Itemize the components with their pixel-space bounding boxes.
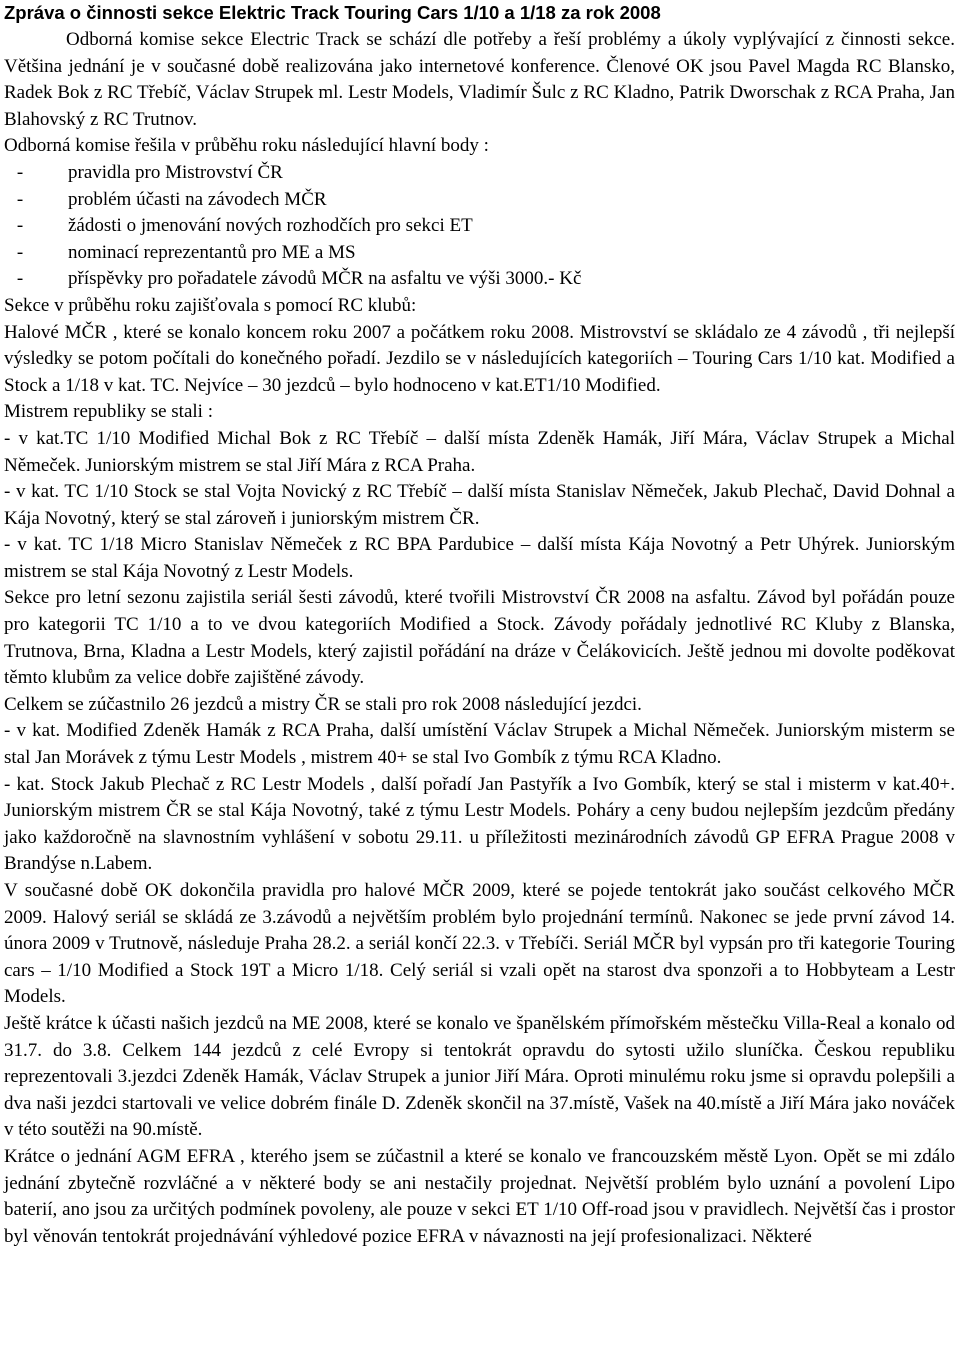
list-item [4,213,955,240]
paragraph-indoor-championship: Halové MČR , které se konalo koncem roku 2007 a počátkem roku 2008. Mistrovství se skládalo ze 4 závodů , tři nejlepší výsledky se potom počítali do konečného pořadí. Jezdilo se v následujících kategoriích – Touring Cars 1/10 kat. Modified a Stock a 1/18 v kat. TC. Nejvíce – 30 jezdců – bylo hodnoceno v kat.ET1/10 Modified. [4,321,955,396]
list-dash: - [16,215,24,237]
intro-paragraph: Odborná komise sekce Electric Track se schází dle potřeby a řeší problémy a úkoly vyplývající z činnosti sekce. Většina jednání je v současné době realizována jako internetové konference. Členové OK jsou Pavel Magda RC Blansko, Radek Bok z RC Třebíč, Václav Strupek ml. Lestr Models, Vladimír Šulc z RC Kladno, Patrik Dworschak z RCA Praha, Jan Blahovský z RC Trutnov. [4,29,955,130]
list-dash: - [16,241,24,263]
document-title: Zpráva o činnosti sekce Elektric Track Touring Cars 1/10 a 1/18 za rok 2008 [4,2,661,23]
list-item-text: pravidla pro Mistrovství ČR [68,161,283,183]
list-item-text: problém účasti na závodech MČR [68,188,327,210]
list-item [4,240,955,267]
paragraph-tc-micro: - v kat. TC 1/18 Micro Stanislav Němeček z RC BPA Pardubice – další místa Kája Novotný a Petr Uhýrek. Juniorským mistrem se stal Kája Novotný z Lestr Models. [4,534,955,582]
paragraph-stock-results: - kat. Stock Jakub Plechač z RC Lestr Models , další pořadí Jan Pastyřík a Ivo Gombík, který se stal i misterm v kat.40+. Juniorským mistrem ČR se stal Kája Novotný, také z týmu Lestr Models. Poháry a ceny budou nejlepším jezdcům předány jako každoročně na slavnostním vyhlášení v sobotu 29.11. u příležitosti mezinárodních závodů GP EFRA Prague 2008 v Brandýse n.Labem. [4,773,955,875]
list-item [4,187,955,214]
list-item [4,160,955,187]
paragraph-participants: Celkem se zúčastnilo 26 jezdců a mistry ČR se stali pro rok 2008 následující jezdci. [4,693,642,715]
paragraph-tc-stock: - v kat. TC 1/10 Stock se stal Vojta Novický z RC Třebíč – další místa Stanislav Němeček, Jakub Plechač, David Dohnal a Kája Novotný, který se stal zároveň i juniorským mistrem ČR. [4,481,955,529]
list-dash: - [16,161,24,183]
points-list [4,160,955,293]
paragraph-agm-efra: Krátce o jednání AGM EFRA , kterého jsem se zúčastnil a které se konalo ve francouzském městě Lyon. Opět se mi zdálo jednání zbytečně rozvláčné a v některé body se ani nestačily projednat. Největší problém bylo uznání a povolení Lipo baterií, ano jsou za určitých podmínek povoleny, ale pouze v sekci ET 1/10 Off-road jsou v pravidlech. Největší čas i prostor byl věnován tentokrát projednávání výhledové pozice EFRA v návaznosti na její profesionalizaci. Některé [4,1145,955,1247]
list-item [4,266,955,293]
list-dash: - [16,188,24,210]
paragraph-champions-heading: Mistrem republiky se stali : [4,401,213,423]
paragraph-summer-season: Sekce pro letní sezonu zajistila seriál šesti závodů, které tvořili Mistrovství ČR 2008 na asfaltu. Závod byl pořádán pouze pro kategorii TC 1/10 a to ve dvou kategoriích Modified a Stock. Závody pořádaly jednotlivé RC Kluby z Blanska, Trutnova, Brna, Kladna a Lestr Models, který zajistil pořádání na dráze v Čelákovicích. Ještě jednou mi dovolte poděkovat těmto klubům za velice dobře zajištěné závody. [4,587,955,689]
paragraph-clubs: Sekce v průběhu roku zajišťovala s pomocí RC klubů: [4,294,417,316]
paragraph-modified-results: - v kat. Modified Zdeněk Hamák z RCA Praha, další umístění Václav Strupek a Michal Němeček. Juniorským misterm se stal Jan Morávek z týmu Lestr Models , mistrem 40+ se stal Ivo Gombík z týmu RCA Kladno. [4,720,955,769]
paragraph-tc-modified: - v kat.TC 1/10 Modified Michal Bok z RC Třebíč – další místa Zdeněk Hamák, Jiří Mára, Václav Strupek a Michal Němeček. Juniorským mistrem se stal Jiří Mára z RCA Praha. [4,427,955,476]
paragraph-european-championship: Ještě krátce k účasti našich jezdců na ME 2008, které se konalo ve španělském přímořském městečku Villa-Real a konalo od 31.7. do 3.8. Celkem 144 jezdců z celé Evropy si tentokrát opravdu do sytosti užilo sluníčka. Českou republiku reprezentovali 3.jezdci Zdeněk Hamák, Václav Strupek a junior Jiří Mára. Oproti minulému roku jsme si opravdu polepšili a dva naši jezdci startovali ve velice dobrém finále D. Zdeněk skončil na 37.místě, Vašek na 40.místě a Jiří Mára jako nováček v této soutěži na 90.místě. [4,1012,955,1141]
list-dash: - [16,268,24,290]
points-intro: Odborná komise řešila v průběhu roku následující hlavní body : [4,135,489,157]
paragraph-rules-2009: V současné době OK dokončila pravidla pro halové MČR 2009, které se pojede tentokrát jako součást celkového MČR 2009. Halový seriál se skládá ze 3.závodů a největším problém bylo projednání termínů. Nakonec se jede první závod 14. února 2009 v Trutnově, následuje Praha 28.2. a seriál končí 22.3. v Třebíči. Seriál MČR byl vypsán pro tři kategorie Touring cars – 1/10 Modified a Stock 19T a Micro 1/18. Celý seriál si vzali opět na starost dva sponzoři a to Hobbyteam a Lestr Models. [4,880,955,1008]
list-item-text: nominací reprezentantů pro ME a MS [68,241,356,263]
list-item-text: žádosti o jmenování nových rozhodčích pro sekci ET [68,215,473,237]
list-item-text: příspěvky pro pořadatele závodů MČR na asfaltu ve výši 3000.- Kč [68,268,582,290]
